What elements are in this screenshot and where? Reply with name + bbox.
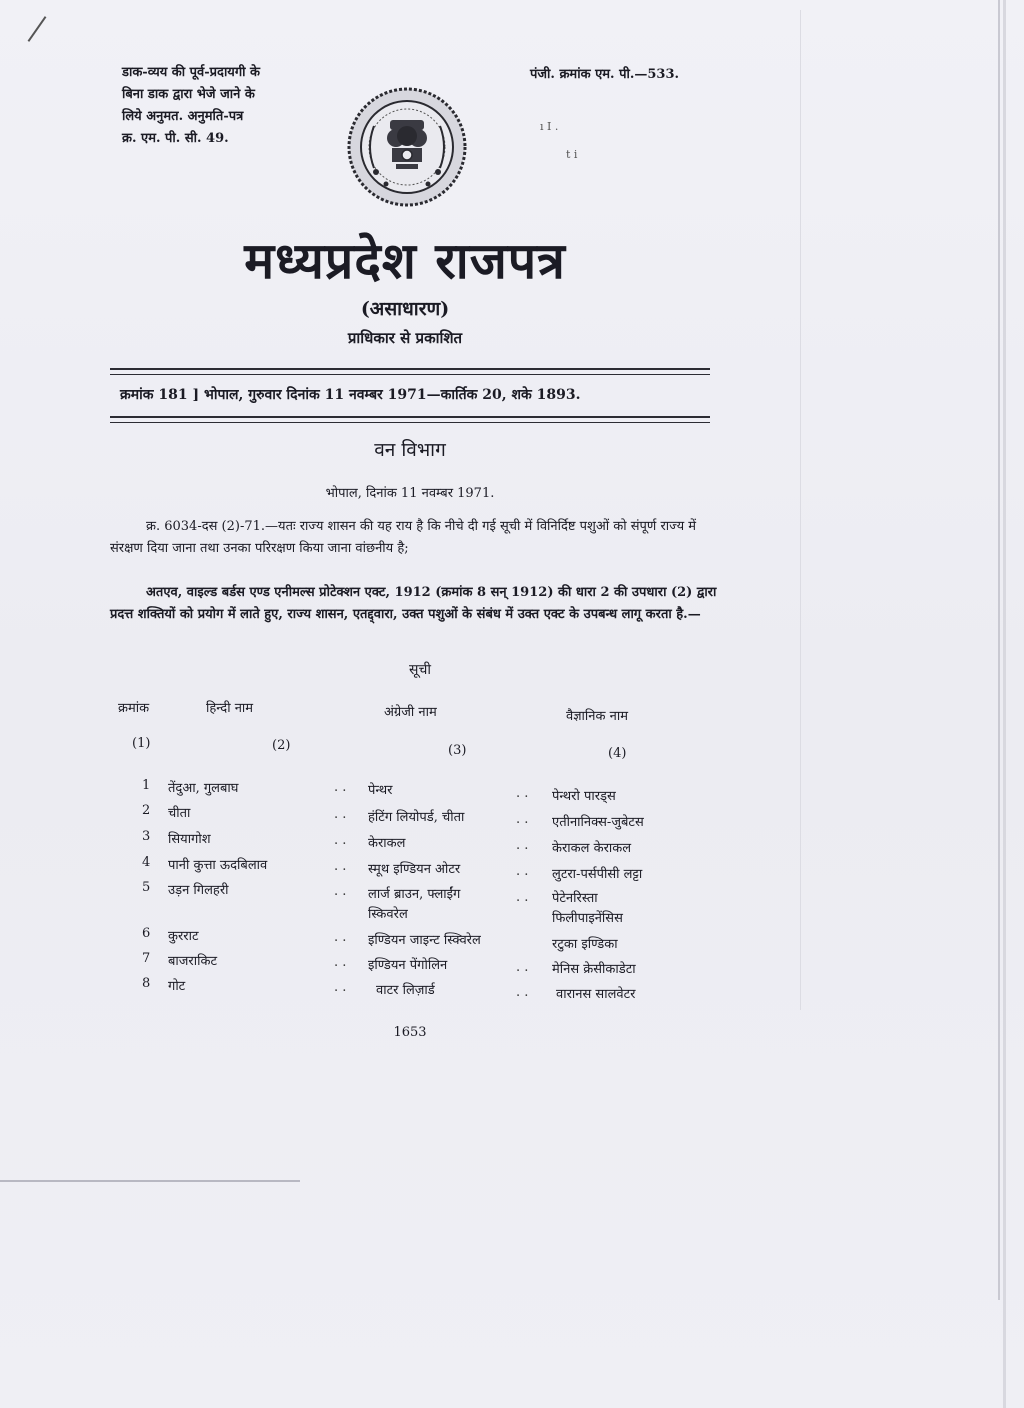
row-hindi-name: गोट — [168, 979, 186, 994]
leader-dots: . . — [516, 985, 529, 1000]
row-hindi-name: चीता — [168, 806, 191, 821]
row-hindi-name: सियागोश — [168, 832, 211, 847]
row-english-name-cont: स्किवरेल — [368, 907, 408, 922]
leader-dots: . . — [334, 780, 347, 795]
row-hindi-name: तेंदुआ, गुलबाघ — [168, 781, 239, 796]
column-header-english-name: अंग्रेजी नाम — [384, 705, 437, 720]
row-serial: 3 — [142, 829, 151, 844]
leader-dots: . . — [516, 890, 529, 905]
issue-line: क्रमांक 181 ] भोपाल, गुरुवार दिनांक 11 नवम्बर 1971—कार्तिक 20, शके 1893. — [120, 387, 581, 403]
authority-line: प्राधिकार से प्रकाशित — [347, 329, 463, 347]
dateline: भोपाल, दिनांक 11 नवम्बर 1971. — [325, 486, 495, 501]
row-serial: 8 — [142, 976, 151, 991]
row-serial: 4 — [142, 855, 151, 870]
gazette-subtitle: (असाधारण) — [360, 298, 450, 320]
masthead-rule-top — [110, 368, 710, 370]
row-hindi-name: उड़न गिलहरी — [168, 883, 229, 898]
row-english-name: केराकल — [368, 836, 406, 851]
scan-smudge-line — [0, 1180, 300, 1182]
department-heading: वन विभाग — [374, 439, 446, 461]
state-emblem-seal-icon — [346, 86, 468, 208]
postal-note-line: क्र. एम. पी. सी. 49. — [122, 131, 229, 146]
row-hindi-name: कुरराट — [168, 929, 199, 944]
preamble-paragraph: क्र. 6034-दस (2)-71.—यतः राज्य शासन की यह राय है कि नीचे दी गई सूची में विनिर्दिष्ट पशुओं को संपूर्ण राज्य में संरक्षण दिया जाना तथा उनका परिरक्षण किया जाना वांछनीय है; — [110, 519, 697, 556]
leader-dots: . . — [334, 833, 347, 848]
row-scientific-name: मेनिस क्रेसीकाडेटा — [552, 962, 636, 977]
postal-note-line: डाक-व्यय की पूर्व-प्रदायगी के — [122, 65, 261, 80]
postal-note-line: बिना डाक द्वारा भेजे जाने के — [122, 87, 255, 102]
enactment-paragraph: अतएव, वाइल्ड बर्डस एण्ड एनीमल्स प्रोटेक्शन एक्ट, 1912 (क्रमांक 8 सन् 1912) की धारा 2 की उपधारा (2) द्वारा प्रदत्त शक्तियों को प्रयोग में लाते हुए, राज्य शासन, एतद्द्वारा, उक्त पशुओं के संबंध में उक्त एक्ट के उपबन्ध लागू करता है.— — [110, 585, 717, 622]
row-serial: 1 — [142, 778, 151, 793]
row-english-name: हंटिंग लियोपर्ड, चीता — [368, 810, 465, 825]
column-header-hindi-name: हिन्दी नाम — [206, 701, 254, 716]
registration-scan-marks: ı I . — [540, 120, 559, 133]
leader-dots: . . — [334, 807, 347, 822]
row-english-name: इण्डियन जाइन्ट स्क्विरेल — [368, 933, 481, 948]
scan-edge-line — [998, 0, 1000, 1300]
row-scientific-name: पेन्थरो पारड्स — [552, 789, 616, 804]
row-scientific-name: केराकल केराकल — [552, 841, 632, 856]
row-serial: 7 — [142, 951, 151, 966]
leader-dots: . . — [334, 884, 347, 899]
leader-dots: . . — [334, 955, 347, 970]
schedule-title: सूची — [409, 662, 431, 678]
column-header-scientific-name: वैज्ञानिक नाम — [566, 709, 628, 724]
scan-fold-line — [800, 10, 801, 1010]
masthead-rule-bottom-thin — [110, 422, 710, 423]
column-number: (3) — [448, 743, 467, 758]
leader-dots: . . — [334, 859, 347, 874]
row-scientific-name: एतीनानिक्स-जुबेटस — [552, 815, 644, 830]
row-scientific-name: रटुका इण्डिका — [552, 937, 618, 952]
leader-dots: . . — [334, 980, 347, 995]
postal-note-line: लिये अनुमत. अनुमति-पत्र — [122, 109, 244, 124]
column-number: (1) — [132, 736, 151, 751]
row-english-name: लार्ज ब्राउन, फ्लाईंग — [368, 887, 461, 902]
column-header-serial: क्रमांक — [118, 701, 150, 716]
row-serial: 2 — [142, 803, 151, 818]
leader-dots: . . — [516, 786, 529, 801]
leader-dots: . . — [516, 960, 529, 975]
masthead-rule-top-thin — [110, 374, 710, 375]
row-serial: 6 — [142, 926, 151, 941]
row-scientific-name: पेटेनरिस्ता — [552, 891, 598, 906]
row-serial: 5 — [142, 880, 151, 895]
row-scientific-name: लुटरा-पर्सपीसी लट्टा — [552, 867, 643, 882]
leader-dots: . . — [516, 864, 529, 879]
registration-scan-marks-2: t i — [566, 148, 578, 161]
masthead-rule-bottom — [110, 416, 710, 418]
registration-number: पंजी. क्रमांक एम. पी.—533. — [530, 67, 680, 82]
leader-dots: . . — [334, 930, 347, 945]
page-number: 1653 — [393, 1025, 427, 1040]
row-english-name: स्मूथ इण्डियन ओटर — [368, 862, 461, 877]
row-english-name: इण्डियन पेंगोलिन — [368, 958, 448, 973]
row-english-name: वाटर लिज़ार्ड — [376, 983, 435, 998]
leader-dots: . . — [516, 812, 529, 827]
corner-pen-mark — [28, 16, 47, 42]
row-hindi-name: बाजराकिट — [168, 954, 218, 969]
column-number: (4) — [608, 746, 627, 761]
column-number: (2) — [272, 738, 291, 753]
scan-edge-line-outer — [1003, 0, 1006, 1408]
row-hindi-name: पानी कुत्ता ऊदबिलाव — [168, 858, 268, 873]
gazette-title: मध्यप्रदेश राजपत्र — [244, 231, 566, 290]
row-english-name: पेन्थर — [368, 783, 393, 798]
row-scientific-name: वारानस सालवेटर — [556, 987, 636, 1002]
row-scientific-name-cont: फिलीपाइनेंसिस — [552, 911, 623, 926]
leader-dots: . . — [516, 838, 529, 853]
postal-note — [122, 62, 322, 150]
